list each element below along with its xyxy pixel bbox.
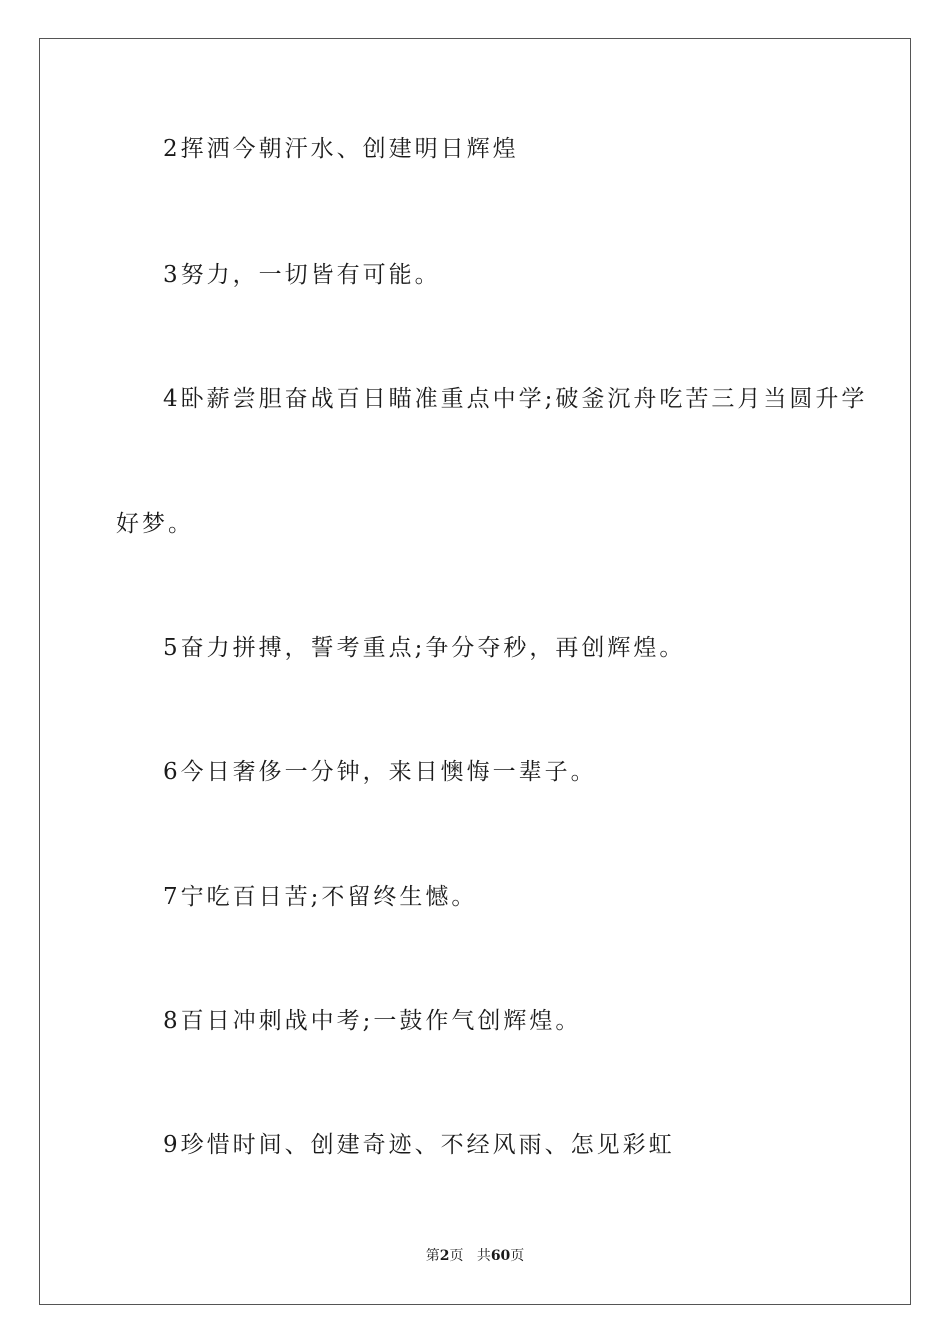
text-line-4-continued: 好梦。 [116, 511, 194, 537]
page-prefix: 第 [425, 1248, 440, 1264]
page-frame [39, 38, 911, 1305]
text-line-2: 2挥洒今朝汗水、创建明日辉煌 [163, 136, 519, 162]
text-line-7: 7宁吃百日苦;不留终生憾。 [163, 884, 478, 910]
text-line-6: 6今日奢侈一分钟，来日懊悔一辈子。 [163, 759, 597, 785]
total-pages: 60 [490, 1248, 511, 1264]
text-line-8: 8百日冲刺战中考;一鼓作气创辉煌。 [163, 1008, 582, 1034]
page-number: 2 [439, 1248, 450, 1264]
text-line-3: 3努力，一切皆有可能。 [163, 262, 441, 288]
total-prefix: 共 [476, 1248, 491, 1264]
text-line-9: 9珍惜时间、创建奇迹、不经风雨、怎见彩虹 [163, 1132, 675, 1158]
page-footer [0, 1246, 950, 1266]
page-suffix: 页 [449, 1248, 464, 1264]
total-suffix: 页 [510, 1248, 525, 1264]
text-line-5: 5奋力拼搏，誓考重点;争分夺秒，再创辉煌。 [163, 635, 686, 661]
text-line-4: 4卧薪尝胆奋战百日瞄准重点中学;破釜沉舟吃苦三月当圆升学 [163, 386, 868, 412]
